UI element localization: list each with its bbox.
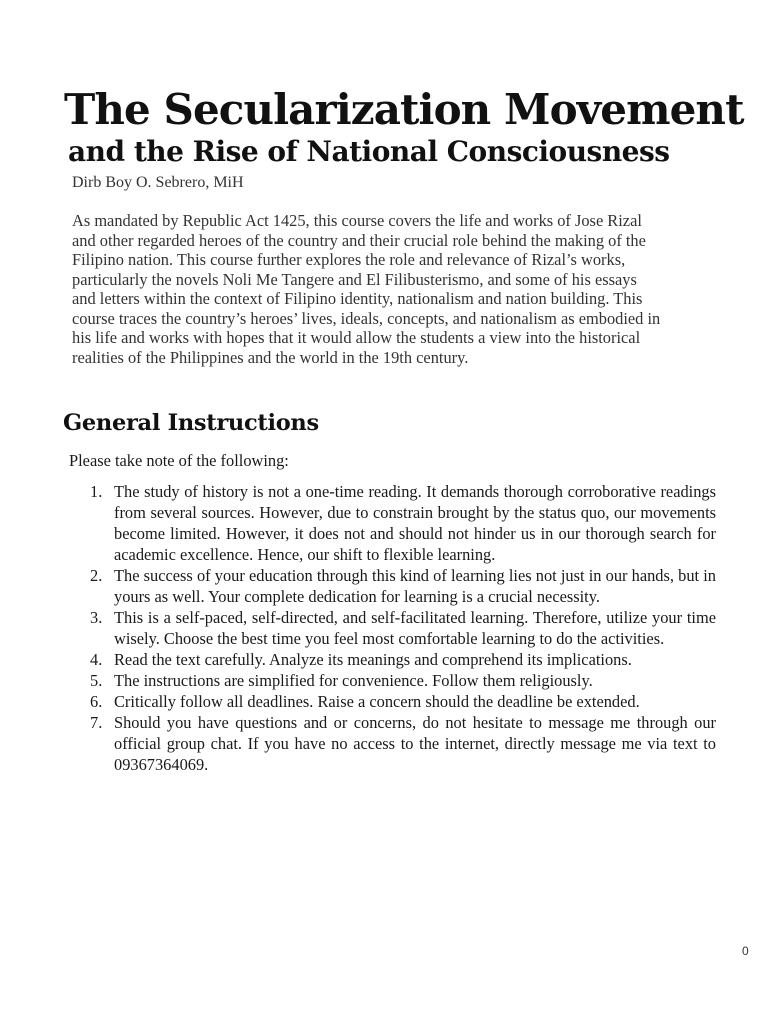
- instruction-item: [90, 649, 716, 670]
- course-description: As mandated by Republic Act 1425, this course covers the life and works of Jose Rizal and other regarded heroes of the country and their crucial role behind the making of the Filipino nation. This course further explores the role and relevance of Rizal’s works, particularly the novels Noli Me Tangere and El Filibusterismo, and some of his essays and letters within the context of Filipino identity, nationalism and nation building. This course traces the country’s heroes’ lives, ideals, concepts, and nationalism as embodied in his life and works with hopes that it would allow the students a view into the historical realities of the Philippines and the world in the 19th century.: [72, 211, 661, 367]
- instruction-number: 1.: [90, 482, 103, 501]
- instruction-item: [90, 481, 716, 565]
- instruction-item: [90, 670, 716, 691]
- instruction-text: The success of your education through this kind of learning lies not just in our hands, but in yours as well. Your complete dedication for learning is a crucial necessity.: [114, 566, 716, 606]
- instruction-list: [90, 481, 716, 775]
- instruction-item: [90, 691, 716, 712]
- instruction-text: Should you have questions and or concerns, do not hesitate to message me through our official group chat. If you have no access to the internet, directly message me via text to 09367364069.: [114, 713, 716, 774]
- document-title: The Secularization Movement: [64, 85, 744, 134]
- instruction-item: [90, 607, 716, 649]
- instructions-intro: Please take note of the following:: [69, 451, 289, 470]
- instruction-number: 2.: [90, 566, 103, 585]
- instruction-text: The study of history is not a one-time reading. It demands thorough corroborative readings from several sources. However, due to constrain brought by the status quo, our movements become limited. However, it does not and should not hinder us in our thorough search for academic excellence. Hence, our shift to flexible learning.: [114, 482, 716, 564]
- instruction-number: 7.: [90, 713, 103, 732]
- document-subtitle: and the Rise of National Consciousness: [68, 135, 670, 168]
- instruction-number: 3.: [90, 608, 103, 627]
- instruction-item: [90, 712, 716, 775]
- instruction-text: This is a self-paced, self-directed, and self-facilitated learning. Therefore, utilize your time wisely. Choose the best time you feel most comfortable learning to do the activities.: [114, 608, 716, 648]
- instruction-number: 6.: [90, 692, 103, 711]
- instruction-text: Critically follow all deadlines. Raise a concern should the deadline be extended.: [114, 692, 640, 711]
- instruction-text: Read the text carefully. Analyze its meanings and comprehend its implications.: [114, 650, 632, 669]
- instruction-text: The instructions are simplified for convenience. Follow them religiously.: [114, 671, 593, 690]
- page-number: 0: [742, 944, 749, 958]
- section-heading-general-instructions: General Instructions: [63, 410, 319, 436]
- instruction-number: 5.: [90, 671, 103, 690]
- instruction-number: 4.: [90, 650, 103, 669]
- instruction-item: [90, 565, 716, 607]
- author-name: Dirb Boy O. Sebrero, MiH: [72, 174, 244, 191]
